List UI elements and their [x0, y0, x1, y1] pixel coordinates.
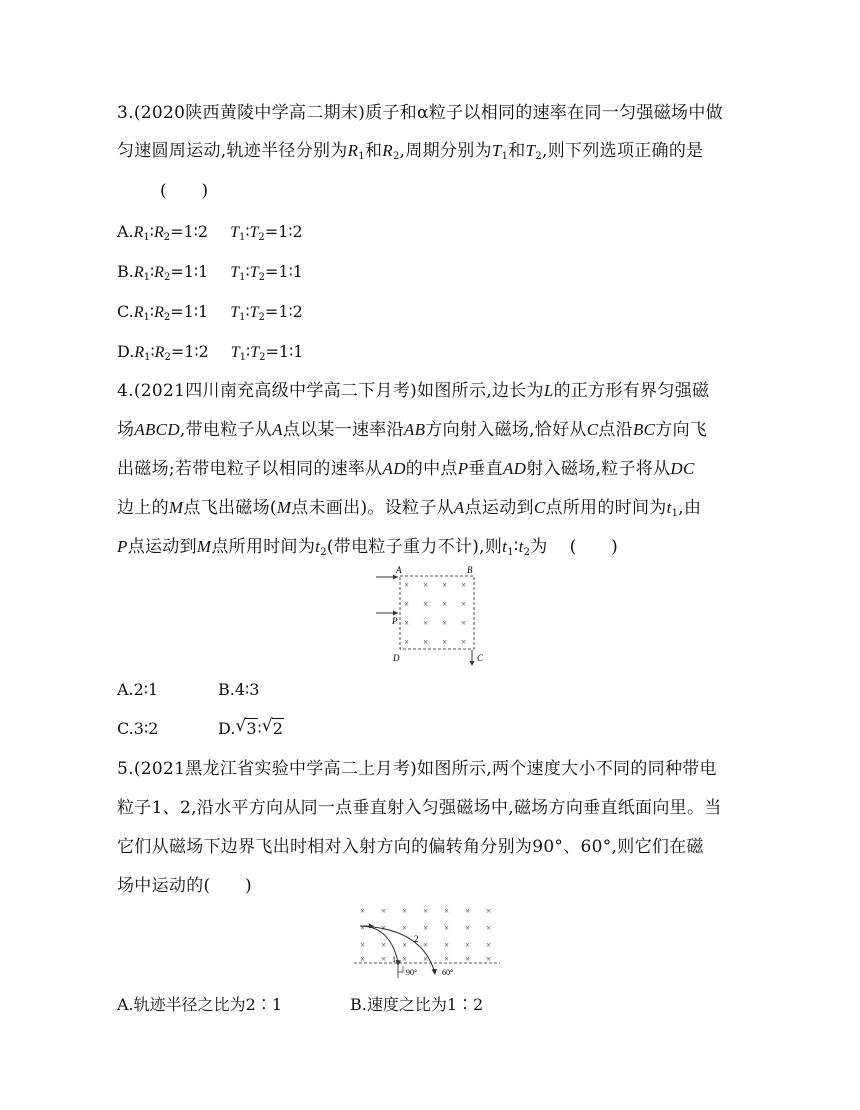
- q5-line-2: 粒子1、2,沿水平方向从同一点垂直射入匀强磁场中,磁场方向垂直纸面向里。当: [117, 798, 722, 818]
- q5-figure-deflection: [350, 900, 510, 988]
- field-cross: ×: [404, 580, 410, 590]
- trajectory-2-head: [432, 969, 438, 975]
- q3-option-c[interactable]: $C.R_1∶R_2=1∶1$ $T_1∶T_2=1∶2$: [117, 302, 303, 323]
- entry-arrow-a-head: [393, 575, 398, 580]
- field-cross: ×: [423, 954, 429, 964]
- label-c: C: [477, 653, 484, 663]
- field-cross: ×: [444, 923, 450, 933]
- field-cross: ×: [461, 599, 467, 609]
- q4-line-3: 出磁场;若带电粒子以相同的速率从AD的中点P垂直AD射入磁场,粒子将从DC: [117, 459, 695, 479]
- q4-option-a[interactable]: A.2∶1: [117, 680, 159, 699]
- field-cross: ×: [465, 954, 471, 964]
- q3-line-2: 匀速圆周运动,轨迹半径分别为$R_1$和$R_2$,周期分别为$T_1$和$T_2$,则下列选项正确的是: [117, 141, 704, 162]
- q4-line-4: 边上的M点飞出磁场(M点未画出)。设粒子从A点运动到C点所用的时间为$t_1$,由: [117, 498, 702, 519]
- field-cross: ×: [423, 580, 429, 590]
- q5-option-b[interactable]: B.速度之比为1∶2: [350, 995, 484, 1014]
- label-b: B: [467, 565, 473, 575]
- field-cross: ×: [404, 599, 410, 609]
- right-angle-mark: [398, 966, 403, 972]
- field-cross: ×: [423, 618, 429, 628]
- field-cross: ×: [465, 923, 471, 933]
- field-cross: ×: [423, 599, 429, 609]
- q4-figure-square-field: [372, 562, 492, 672]
- field-cross: ×: [360, 954, 366, 964]
- field-cross: ×: [360, 923, 366, 933]
- field-cross: ×: [404, 618, 410, 628]
- field-cross: ×: [360, 940, 366, 950]
- field-cross: ×: [423, 940, 429, 950]
- field-crosses: [404, 580, 466, 647]
- q3-line-1: 3.(2020陕西黄陵中学高二期末)质子和α粒子以相同的速率在同一匀强磁场中做: [117, 103, 723, 123]
- field-cross: ×: [461, 580, 467, 590]
- angle-60: 60°: [442, 968, 454, 977]
- field-cross: ×: [381, 940, 387, 950]
- q4-line-1: 4.(2021四川南充高级中学高二下月考)如图所示,边长为L的正方形有界匀强磁: [117, 381, 710, 401]
- field-cross: ×: [442, 618, 448, 628]
- field-cross: ×: [423, 637, 429, 647]
- field-cross: ×: [402, 954, 408, 964]
- field-cross: ×: [465, 940, 471, 950]
- field-cross: ×: [486, 954, 492, 964]
- q3-option-a[interactable]: $A.R_1∶R_2=1∶2$ $T_1∶T_2=1∶2$: [117, 222, 303, 243]
- q3-option-d[interactable]: $D.R_1∶R_2=1∶2$ $T_1∶T_2=1∶1$: [117, 342, 304, 363]
- q5-line-1: 5.(2021黑龙江省实验中学高二上月考)如图所示,两个速度大小不同的同种带电: [117, 759, 717, 779]
- q4-option-c[interactable]: C.3∶2: [117, 719, 159, 738]
- field-cross: ×: [402, 940, 408, 950]
- q4-option-b[interactable]: B.4∶3: [218, 680, 260, 699]
- field-cross: ×: [444, 954, 450, 964]
- q4-line-5: P点运动到M点所用时间为$t_2$(带电粒子重力不计),则$t_1∶t_2$为 ( ): [117, 537, 619, 558]
- field-cross: ×: [423, 906, 429, 916]
- field-cross: ×: [381, 954, 387, 964]
- field-cross: ×: [444, 906, 450, 916]
- field-cross: ×: [442, 637, 448, 647]
- label-2: 2: [414, 934, 419, 944]
- field-cross: ×: [423, 923, 429, 933]
- label-a: A: [396, 565, 402, 575]
- label-p: P: [392, 616, 398, 626]
- field-cross: ×: [404, 637, 410, 647]
- exit-arrow-c-head: [470, 661, 475, 666]
- sqrt-2: √ 2: [261, 716, 283, 738]
- q3-answer-paren: ( ): [160, 181, 209, 201]
- q5-line-4: 场中运动的( ): [117, 876, 252, 896]
- field-cross: ×: [442, 599, 448, 609]
- q3-option-b[interactable]: $B.R_1∶R_2=1∶1$ $T_1∶T_2=1∶1$: [117, 262, 303, 283]
- field-cross: ×: [381, 923, 387, 933]
- field-cross: ×: [381, 906, 387, 916]
- field-cross: ×: [402, 923, 408, 933]
- label-1: 1: [392, 955, 396, 964]
- q5-line-3: 它们从磁场下边界飞出时相对入射方向的偏转角分别为90°、60°,则它们在磁: [117, 837, 704, 857]
- q4-option-d[interactable]: D. √ 3∶ √ 2: [218, 716, 283, 738]
- field-cross: ×: [486, 923, 492, 933]
- field-cross: ×: [442, 580, 448, 590]
- field-cross: ×: [402, 906, 408, 916]
- field-cross: ×: [465, 906, 471, 916]
- field-cross: ×: [461, 637, 467, 647]
- field-cross: ×: [486, 940, 492, 950]
- field-crosses: [360, 906, 491, 964]
- field-cross: ×: [360, 906, 366, 916]
- field-cross: ×: [444, 940, 450, 950]
- entry-arrow-p-head: [393, 611, 398, 616]
- angle-90: 90°: [406, 968, 418, 977]
- q5-option-a[interactable]: A.轨迹半径之比为2∶1: [117, 995, 283, 1014]
- sqrt-3: √ 3: [235, 716, 257, 738]
- q4-line-2: 场ABCD,带电粒子从A点以某一速率沿AB方向射入磁场,恰好从C点沿BC方向飞: [117, 420, 708, 440]
- field-cross: ×: [461, 618, 467, 628]
- field-cross: ×: [486, 906, 492, 916]
- label-d: D: [393, 653, 400, 663]
